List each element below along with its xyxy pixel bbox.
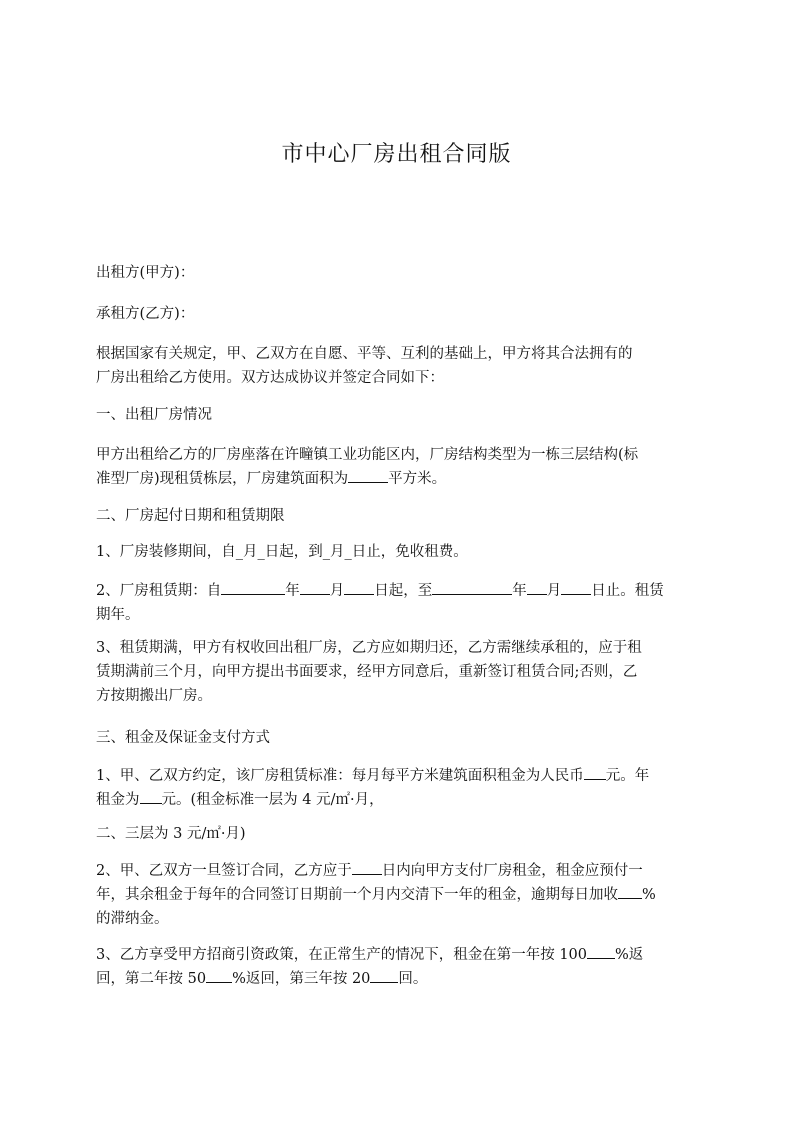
text-segment: 2、甲、乙双方一旦签订合同，乙方应于 (96, 863, 352, 879)
text-segment: % (642, 887, 656, 903)
text-segment: 年 (512, 583, 527, 599)
clause-3-2 (96, 859, 700, 931)
blank-month (527, 580, 547, 595)
text-segment: 年 (285, 583, 300, 599)
blank-rent-unit (584, 765, 606, 780)
blank-rebate-3 (370, 968, 398, 983)
blank-month (300, 580, 330, 595)
clause-2-1 (96, 540, 700, 564)
text-line (96, 883, 700, 907)
text-line: 一、出租厂房情况 (96, 407, 212, 423)
text-line: 三、租金及保证金支付方式 (96, 730, 270, 746)
text-line (96, 859, 700, 883)
text-segment: 1、甲、乙双方约定，该厂房租赁标准：每月每平方米建筑面积租金为人民币 (96, 768, 584, 784)
clause-2-2 (96, 579, 700, 627)
text-segment: 日止。租赁 (591, 583, 664, 599)
blank-rebate-2 (206, 968, 232, 983)
text-segment: %返 (615, 947, 644, 963)
blank-year (432, 580, 512, 595)
text-line: 方按期搬出厂房。 (96, 688, 212, 704)
section-heading-1 (96, 403, 700, 427)
blank-day (561, 580, 591, 595)
text-segment: 元。年 (605, 768, 650, 784)
text-line: 3、租赁期满，甲方有权收回出租厂房，乙方应如期归还，乙方需继续承租的，应于租 (96, 640, 642, 656)
text-segment: 月 (329, 583, 345, 599)
text-segment: 元。(租金标准一层为 4 元/㎡·月， (161, 792, 384, 808)
text-line (96, 467, 700, 491)
text-segment: 3、乙方享受甲方招商引资政策，在正常生产的情况下，租金在第一年按 100 (96, 947, 588, 963)
text-segment: 日起，至 (374, 583, 433, 599)
blank-area (348, 468, 388, 483)
text-segment: 回，第二年按 50 (96, 971, 207, 987)
text-line (96, 943, 700, 967)
clause-3-1-cont (96, 822, 700, 846)
text-line: 厂房出租给乙方使用。双方达成协议并签定合同如下： (96, 370, 444, 386)
blank-rebate-1 (587, 944, 615, 959)
text-line: 1、厂房装修期间，自_月_日起，到_月_日止，免收租费。 (96, 544, 468, 560)
blank-annual-rent (140, 789, 162, 804)
section-1-paragraph (96, 443, 700, 491)
clause-3-1 (96, 764, 700, 812)
clause-2-3 (96, 636, 700, 708)
blank-days (352, 860, 382, 875)
text-line: 二、厂房起付日期和租赁期限 (96, 508, 285, 524)
text-segment: 租金为 (96, 792, 140, 808)
text-segment: 平方米。 (388, 471, 447, 487)
text-segment: 回。 (398, 971, 428, 987)
text-line: 出租方(甲方)： (96, 265, 195, 281)
text-line (96, 967, 700, 991)
text-line: 二、三层为 3 元/㎡·月) (96, 826, 246, 842)
text-line (96, 579, 700, 603)
text-segment: 月 (546, 583, 562, 599)
text-line: 承租方(乙方)： (96, 306, 195, 322)
preamble-paragraph (96, 342, 700, 390)
document-title: 市中心厂房出租合同版 (281, 142, 512, 167)
section-heading-2 (96, 504, 700, 528)
text-line: 的滞纳金。 (96, 911, 169, 927)
text-line: 甲方出租给乙方的厂房座落在许疃镇工业功能区内，厂房结构类型为一栋三层结构(标 (96, 447, 639, 463)
text-line (96, 788, 700, 812)
blank-late-fee (618, 884, 642, 899)
blank-year (221, 580, 285, 595)
text-line: 期年。 (96, 607, 140, 623)
text-line: 根据国家有关规定，甲、乙双方在自愿、平等、互利的基础上，甲方将其合法拥有的 (96, 346, 633, 362)
text-segment: %返回，第三年按 20 (232, 971, 371, 987)
text-segment: 日内向甲方支付厂房租金，租金应预付一 (381, 863, 643, 879)
text-segment: 准型厂房)现租赁栋层，厂房建筑面积为 (96, 471, 349, 487)
text-line (96, 764, 700, 788)
text-segment: 年，其余租金于每年的合同签订日期前一个月内交清下一年的租金，逾期每日加收 (96, 887, 618, 903)
section-heading-3 (96, 726, 700, 750)
blank-day (344, 580, 374, 595)
clause-3-3 (96, 943, 700, 991)
lessee-line (96, 302, 700, 326)
text-line: 赁期满前三个月，向甲方提出书面要求，经甲方同意后，重新签订租赁合同;否则，乙 (96, 664, 638, 680)
lessor-line (96, 261, 700, 285)
text-segment: 2、厂房租赁期：自 (96, 583, 222, 599)
